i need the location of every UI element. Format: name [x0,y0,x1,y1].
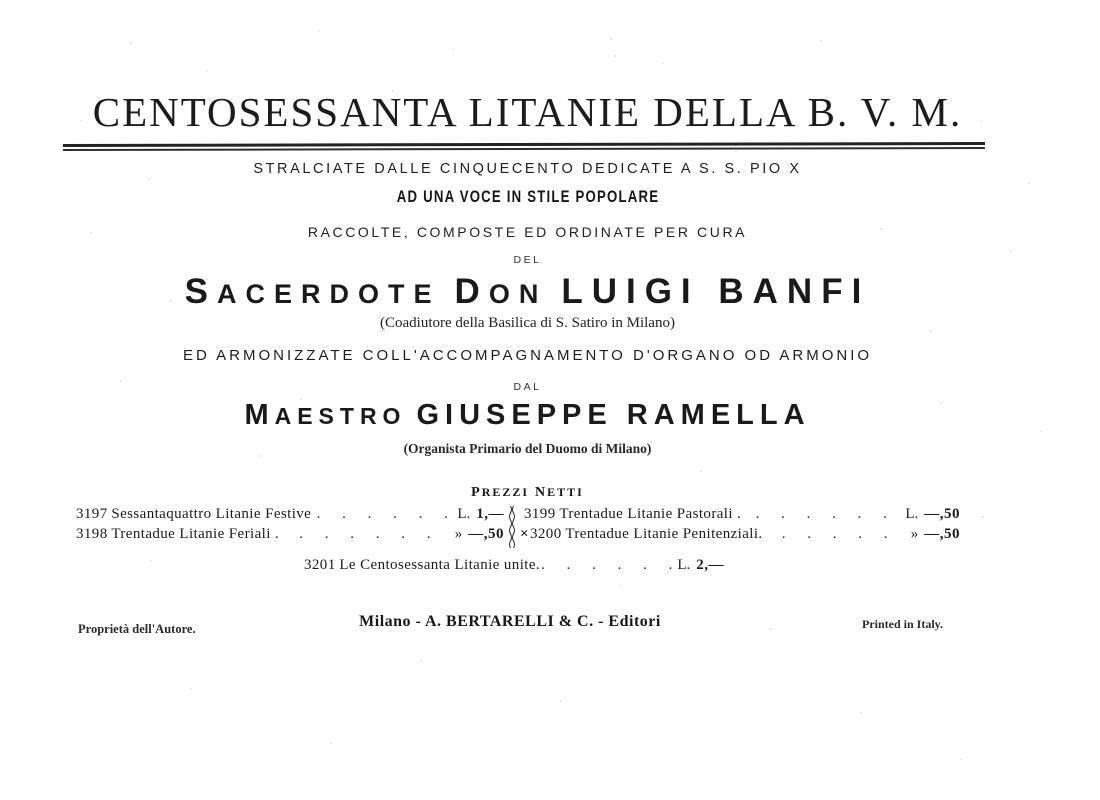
arranger-proper-name: GIUSEPPE RAMELLA [416,399,811,431]
author-word2-rest: ON [488,279,548,309]
currency-symbol: » [454,526,463,542]
author-note: (Coadiutore della Basilica di S. Satiro in Milano) [380,315,675,331]
price-list [72,506,960,577]
price-column-right [520,506,960,550]
prices-heading-word2-rest: ETTI [547,485,584,499]
subtitle-dedication: STRALCIATE DALLE CINQUECENTO DEDICATE A S. S. PIO X [253,161,802,177]
arranger-word1-initial: M [244,399,275,431]
leader-dots: . . . . . . [316,506,448,522]
prices-heading-word1-rest: REZZI [481,485,530,499]
catalog-number: 3198 [76,526,108,542]
publisher-imprint: Milano - A. BERTARELLI & C. - Editori [359,613,661,630]
currency-symbol: L. [457,506,471,522]
arranger-word1-rest: AESTRO [274,403,407,429]
leader-dots: . . . . . . [755,506,887,522]
subtitle-collection: RACCOLTE, COMPOSTE ED ORDINATE PER CURA [307,224,748,240]
currency-symbol: L. [677,557,691,573]
price-value: —,50 [924,506,960,522]
price-row-3197 [72,506,504,526]
author-word2-initial: D [454,272,489,311]
item-title: Trentadue Litanie Feriali . [111,526,280,542]
rule-thin [63,147,985,151]
item-title: Trentadue Litanie Pastorali . [559,506,742,522]
prices-heading-word1-initial: P [471,485,482,500]
price-column-left [72,506,504,550]
column-divider-rule [504,506,520,550]
author-proper-name: LUIGI BANFI [561,272,871,311]
leader-dots: . . . . . [781,526,888,542]
price-value: 2,— [696,557,724,573]
leader-dots: . . . . . . [299,526,431,542]
price-row-3200 [520,526,960,546]
title-double-rule [63,142,985,151]
catalog-number: 3201 [304,557,336,573]
price-value: —,50 [468,526,504,542]
price-value: —,50 [924,526,960,542]
arranger-name [0,399,1055,432]
price-row-3201 [300,557,724,577]
currency-symbol: » [910,526,919,542]
rule-thick [63,142,985,147]
item-title: Sessantaquattro Litanie Festive [111,506,312,522]
author-word1-rest: ACERDOTE [217,279,441,309]
subtitle-voice-style-text: AD UNA VOCE IN STILE POPOLARE [396,188,659,206]
currency-symbol: L. [905,506,919,522]
catalog-number: 3197 [76,506,108,522]
author-word1-initial: S [184,272,218,311]
price-value: 1,— [476,506,504,522]
author-name [0,272,1055,312]
arranger-note: (Organista Primario del Duomo di Milano) [403,441,652,456]
copyright-notice: Proprietà dell'Autore. [78,622,196,636]
harmonization-line: ED ARMONIZZATE COLL'ACCOMPAGNAMENTO D'ORGANO OD ARMONIO [182,347,873,364]
price-row-3198 [72,526,504,546]
paper-speckles [0,0,2,2]
printed-in-italy-note: Printed in Italy. [862,617,944,631]
subtitle-voice-style [0,188,1055,207]
prices-heading-word2-initial: N [535,485,548,500]
leader-dots: . . . . . . [541,557,673,573]
catalog-number: 3199 [524,506,556,522]
handwritten-x-mark: × [520,526,529,542]
del-label: DEL [513,254,542,266]
page-title: CENTOSESSANTA LITANIE DELLA B. V. M. [92,89,963,135]
item-title: Trentadue Litanie Penitenziali. [565,526,763,542]
item-title: Le Centosessanta Litanie unite. [339,557,541,573]
catalog-number: 3200 [530,526,562,542]
prices-heading [0,483,1055,501]
dal-label: DAL [513,381,542,393]
price-row-3199 [520,506,960,526]
